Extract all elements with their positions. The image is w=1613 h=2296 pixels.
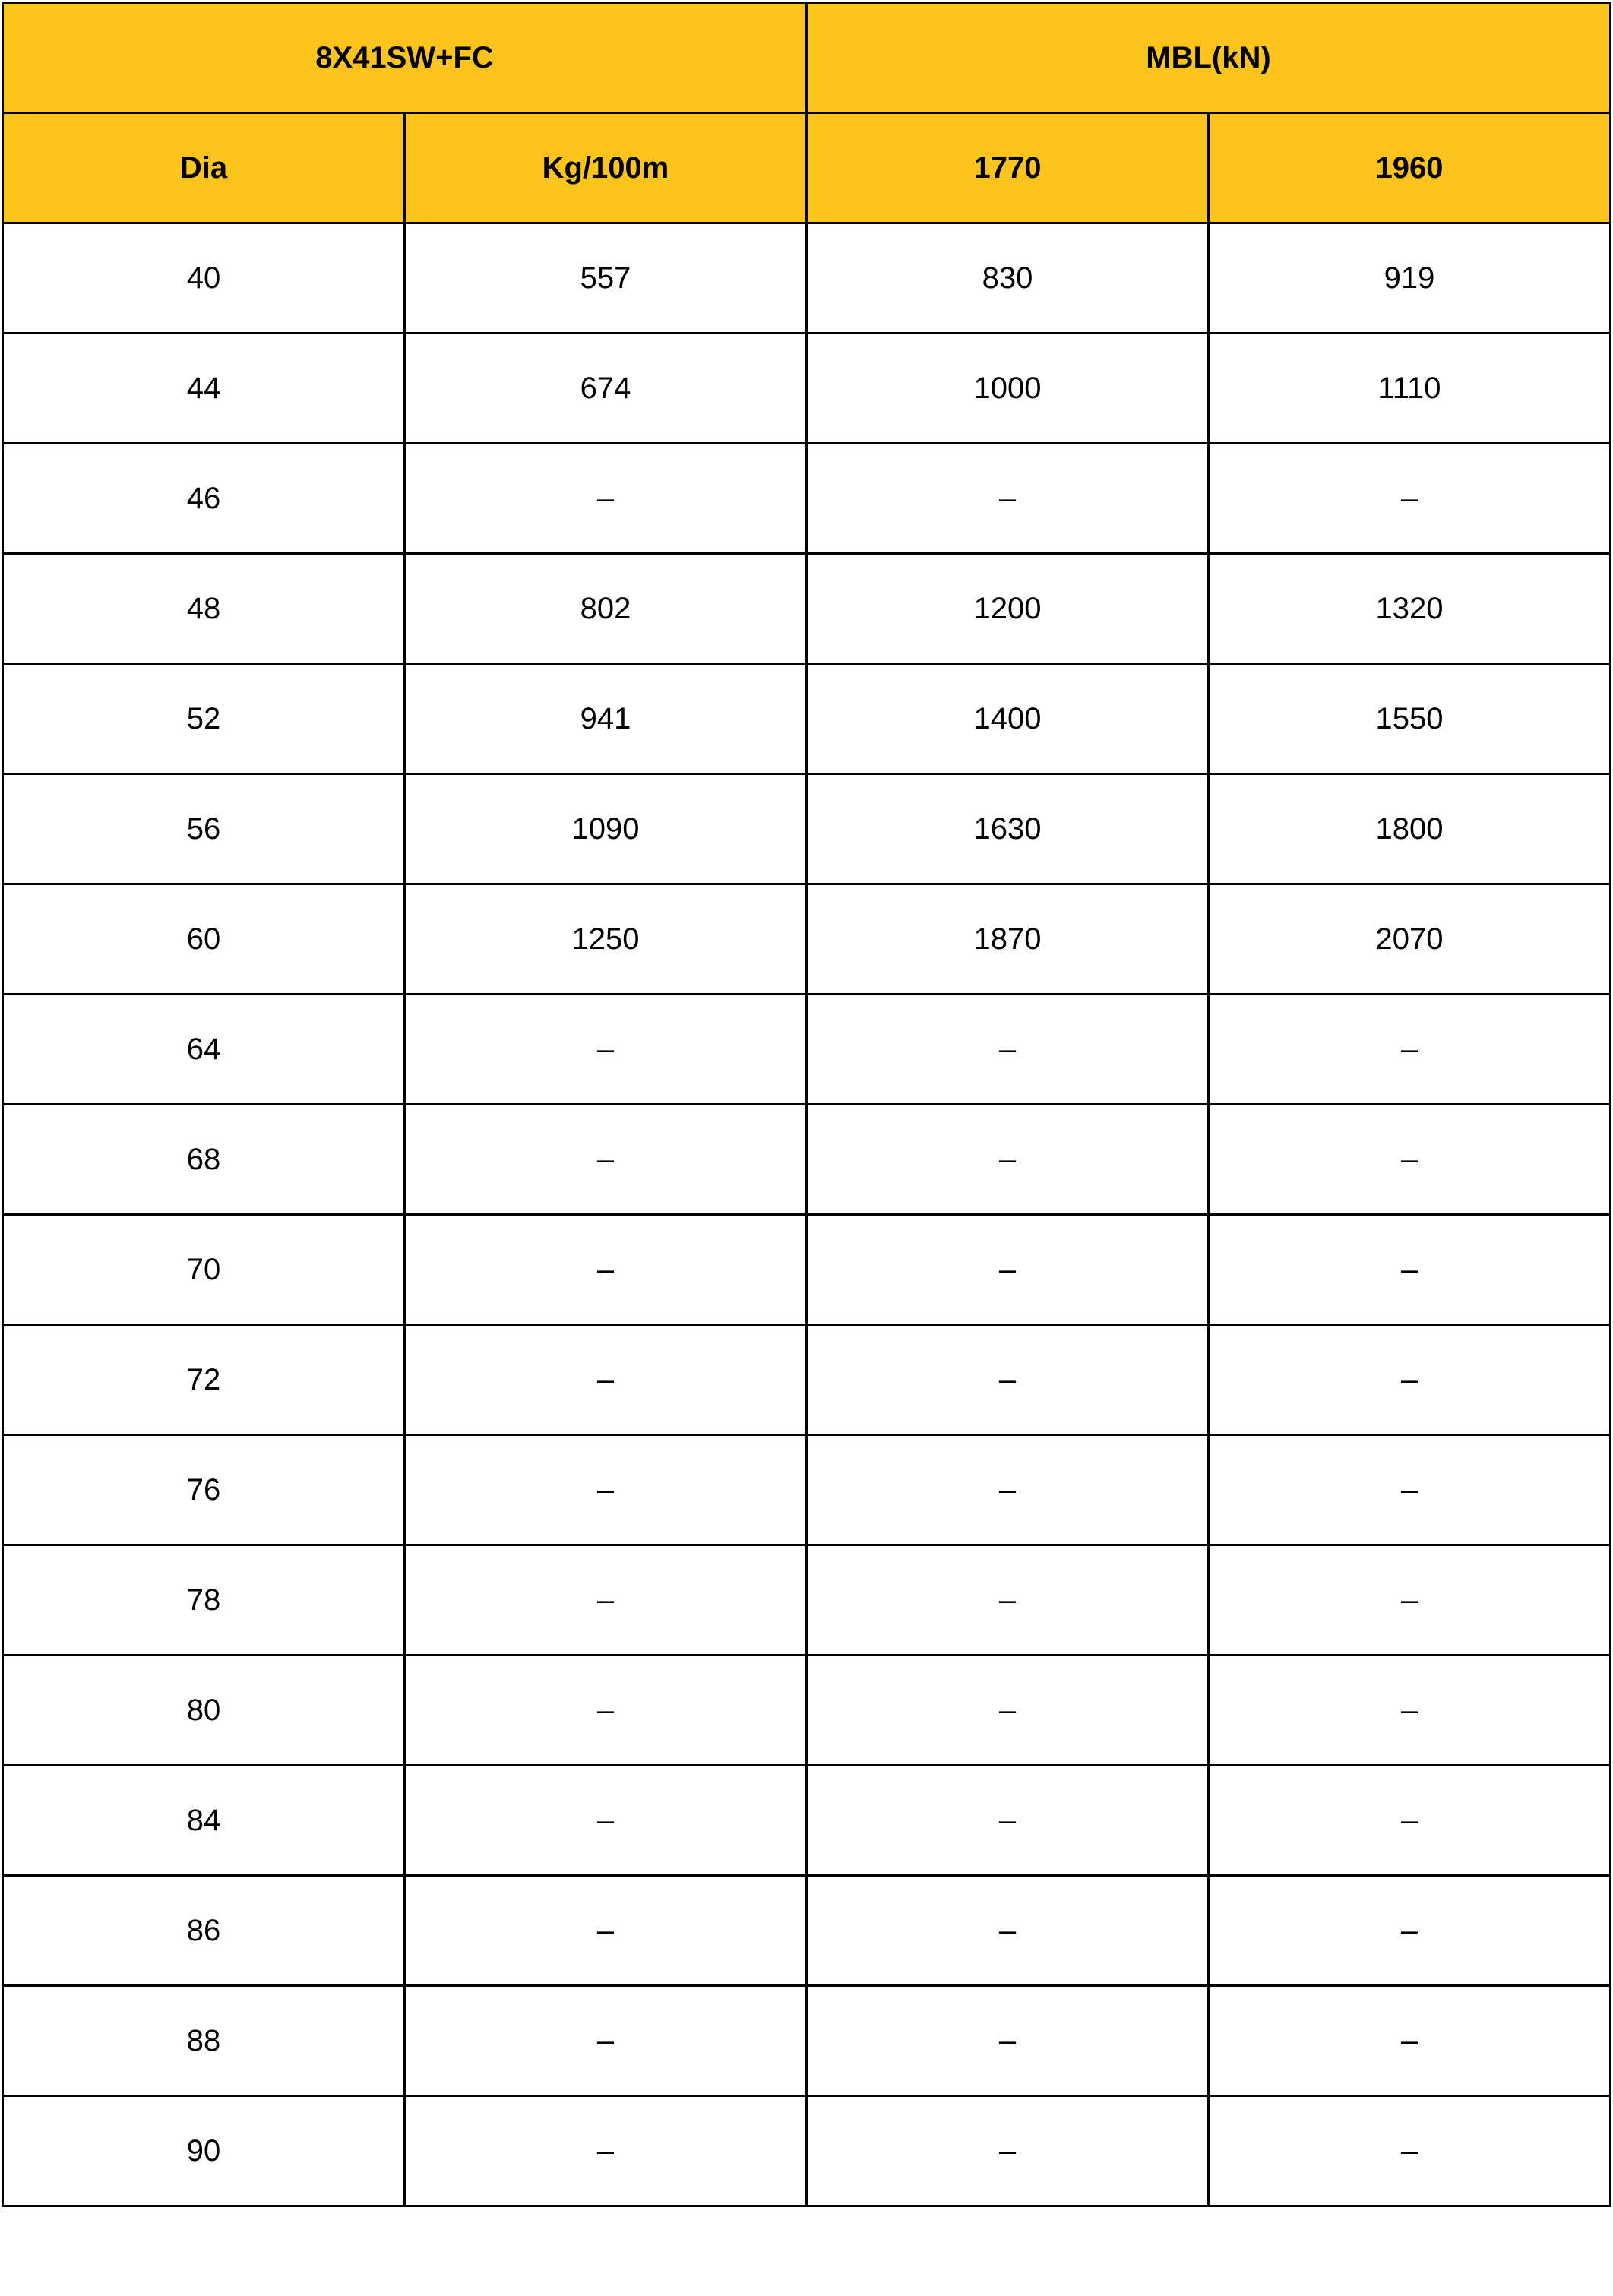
- cell-mbl-1770: –: [807, 1986, 1209, 2096]
- cell-mbl-1960: –: [1209, 1215, 1611, 1325]
- table-header: [3, 3, 1611, 223]
- cell-dia: 52: [3, 664, 405, 774]
- cell-mbl-1770: 1870: [807, 884, 1209, 995]
- cell-mbl-1960: –: [1209, 444, 1611, 554]
- cell-mbl-1960: –: [1209, 1545, 1611, 1656]
- cell-dia: 86: [3, 1876, 405, 1986]
- cell-mbl-1770: –: [807, 1876, 1209, 1986]
- cell-mbl-1770: 1630: [807, 774, 1209, 884]
- cell-dia: 90: [3, 2096, 405, 2206]
- cell-dia: 44: [3, 334, 405, 444]
- cell-mbl-1960: 1550: [1209, 664, 1611, 774]
- cell-mbl-1960: –: [1209, 1986, 1611, 2096]
- cell-mbl-1960: 1800: [1209, 774, 1611, 884]
- cell-mbl-1770: 1000: [807, 334, 1209, 444]
- cell-mbl-1960: 1320: [1209, 554, 1611, 664]
- cell-mbl-1960: –: [1209, 1656, 1611, 1766]
- rope-construction-header: 8X41SW+FC: [3, 3, 807, 113]
- column-header-grade-1770: 1770: [807, 113, 1209, 223]
- cell-mbl-1770: –: [807, 1435, 1209, 1545]
- cell-weight: 941: [405, 664, 807, 774]
- cell-weight: –: [405, 1435, 807, 1545]
- table-row: [3, 884, 1611, 995]
- column-header-dia: Dia: [3, 113, 405, 223]
- cell-mbl-1770: –: [807, 1545, 1209, 1656]
- cell-weight: 1250: [405, 884, 807, 995]
- cell-mbl-1770: 1400: [807, 664, 1209, 774]
- cell-mbl-1960: 919: [1209, 223, 1611, 334]
- cell-mbl-1960: –: [1209, 1435, 1611, 1545]
- cell-dia: 40: [3, 223, 405, 334]
- table-row: [3, 1766, 1611, 1876]
- cell-weight: 557: [405, 223, 807, 334]
- cell-dia: 68: [3, 1105, 405, 1215]
- cell-dia: 64: [3, 995, 405, 1105]
- cell-dia: 46: [3, 444, 405, 554]
- cell-weight: –: [405, 1876, 807, 1986]
- table-row: [3, 1215, 1611, 1325]
- cell-weight: –: [405, 2096, 807, 2206]
- cell-weight: 674: [405, 334, 807, 444]
- cell-mbl-1770: 1200: [807, 554, 1209, 664]
- cell-weight: –: [405, 1766, 807, 1876]
- table-row: [3, 2096, 1611, 2206]
- cell-mbl-1960: –: [1209, 1766, 1611, 1876]
- cell-mbl-1770: –: [807, 444, 1209, 554]
- table-row: [3, 1325, 1611, 1435]
- cell-mbl-1960: –: [1209, 1105, 1611, 1215]
- cell-dia: 76: [3, 1435, 405, 1545]
- cell-weight: –: [405, 444, 807, 554]
- cell-mbl-1770: –: [807, 1766, 1209, 1876]
- group-header-row: [3, 3, 1611, 113]
- cell-dia: 80: [3, 1656, 405, 1766]
- cell-dia: 70: [3, 1215, 405, 1325]
- cell-weight: –: [405, 995, 807, 1105]
- column-header-weight: Kg/100m: [405, 113, 807, 223]
- table-row: [3, 554, 1611, 664]
- wire-rope-spec-table: [2, 2, 1611, 2207]
- cell-dia: 78: [3, 1545, 405, 1656]
- cell-mbl-1960: –: [1209, 2096, 1611, 2206]
- cell-mbl-1770: –: [807, 1215, 1209, 1325]
- cell-weight: –: [405, 1986, 807, 2096]
- table-row: [3, 1435, 1611, 1545]
- cell-mbl-1770: –: [807, 1325, 1209, 1435]
- cell-mbl-1770: –: [807, 995, 1209, 1105]
- table-row: [3, 223, 1611, 334]
- cell-mbl-1960: –: [1209, 995, 1611, 1105]
- cell-mbl-1960: –: [1209, 1876, 1611, 1986]
- cell-dia: 48: [3, 554, 405, 664]
- cell-weight: 1090: [405, 774, 807, 884]
- cell-dia: 56: [3, 774, 405, 884]
- mbl-header: MBL(kN): [807, 3, 1611, 113]
- cell-mbl-1770: –: [807, 1105, 1209, 1215]
- table-row: [3, 1545, 1611, 1656]
- table-row: [3, 1105, 1611, 1215]
- cell-mbl-1960: 1110: [1209, 334, 1611, 444]
- cell-dia: 60: [3, 884, 405, 995]
- table-row: [3, 1876, 1611, 1986]
- table-row: [3, 664, 1611, 774]
- cell-weight: –: [405, 1545, 807, 1656]
- table-row: [3, 1986, 1611, 2096]
- column-header-grade-1960: 1960: [1209, 113, 1611, 223]
- cell-weight: –: [405, 1215, 807, 1325]
- column-header-row: [3, 113, 1611, 223]
- cell-mbl-1960: 2070: [1209, 884, 1611, 995]
- table-row: [3, 334, 1611, 444]
- table-body: [3, 223, 1611, 2206]
- cell-weight: –: [405, 1656, 807, 1766]
- cell-mbl-1770: 830: [807, 223, 1209, 334]
- cell-weight: –: [405, 1105, 807, 1215]
- table-row: [3, 774, 1611, 884]
- cell-mbl-1770: –: [807, 2096, 1209, 2206]
- cell-weight: 802: [405, 554, 807, 664]
- table-row: [3, 1656, 1611, 1766]
- cell-mbl-1960: –: [1209, 1325, 1611, 1435]
- cell-dia: 84: [3, 1766, 405, 1876]
- cell-dia: 72: [3, 1325, 405, 1435]
- cell-mbl-1770: –: [807, 1656, 1209, 1766]
- cell-weight: –: [405, 1325, 807, 1435]
- table-row: [3, 995, 1611, 1105]
- table-row: [3, 444, 1611, 554]
- cell-dia: 88: [3, 1986, 405, 2096]
